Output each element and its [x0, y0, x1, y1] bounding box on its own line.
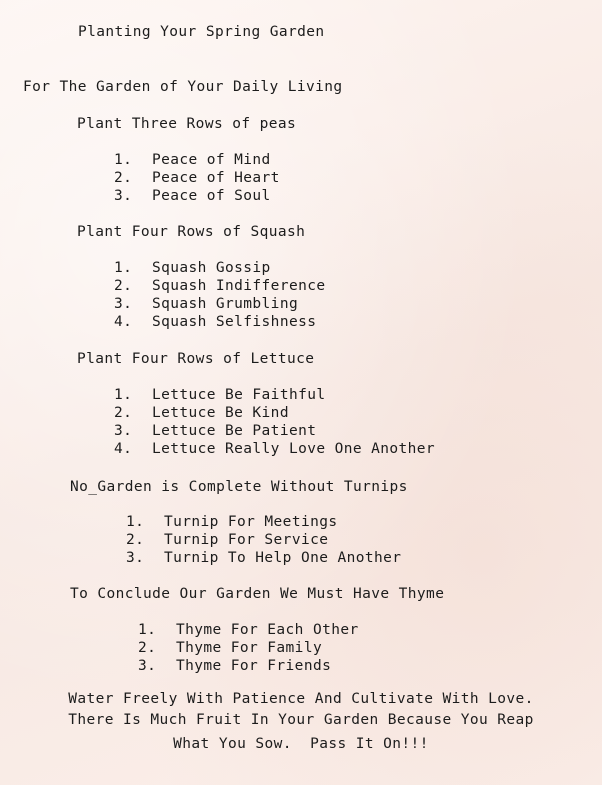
list-item — [114, 187, 271, 205]
list-item-number: 1. — [138, 622, 157, 638]
list-item-number: 1. — [114, 152, 133, 168]
list-item — [114, 313, 316, 331]
list-item-text: Thyme For Friends — [176, 658, 332, 674]
list-item-number: 2. — [126, 532, 145, 548]
list-item — [138, 657, 331, 675]
list-item-text: Peace of Mind — [152, 152, 271, 168]
list-item-number: 1. — [114, 387, 133, 403]
list-item-number: 1. — [126, 514, 145, 530]
list-item-number: 4. — [114, 441, 133, 457]
list-item — [114, 259, 271, 277]
list-item — [114, 386, 325, 404]
list-item-number: 3. — [114, 296, 133, 312]
list-item-text: Squash Grumbling — [152, 296, 299, 312]
list-item-text: Peace of Soul — [152, 188, 271, 204]
list-item-number: 3. — [114, 423, 133, 439]
list-item-number: 3. — [126, 550, 145, 566]
list-item — [126, 549, 401, 567]
list-item — [114, 277, 325, 295]
list-item — [126, 531, 328, 549]
list-item-number: 3. — [138, 658, 157, 674]
list-item-text: Thyme For Each Other — [176, 622, 359, 638]
list-item — [114, 422, 316, 440]
list-item — [138, 621, 359, 639]
list-item — [114, 151, 271, 169]
list-item — [114, 440, 435, 458]
section-heading-peas: Plant Three Rows of peas — [77, 116, 297, 132]
list-item — [114, 404, 289, 422]
list-item-number: 2. — [114, 278, 133, 294]
section-heading-turnips: No_Garden is Complete Without Turnips — [70, 479, 408, 495]
closing-line: Water Freely With Patience And Cultivate With Love. — [68, 691, 534, 707]
list-item-text: Lettuce Be Patient — [152, 423, 317, 439]
list-item-number: 2. — [114, 170, 133, 186]
list-item-text: Lettuce Really Love One Another — [152, 441, 436, 457]
list-item — [114, 169, 280, 187]
list-item-text: Squash Selfishness — [152, 314, 317, 330]
list-item-text: Thyme For Family — [176, 640, 323, 656]
list-item-text: Turnip For Meetings — [164, 514, 338, 530]
list-item-text: Turnip To Help One Another — [164, 550, 402, 566]
list-item-number: 1. — [114, 260, 133, 276]
list-item-text: Lettuce Be Faithful — [152, 387, 326, 403]
list-item-number: 4. — [114, 314, 133, 330]
list-item-text: Peace of Heart — [152, 170, 280, 186]
list-item — [114, 295, 298, 313]
list-item — [126, 513, 337, 531]
closing-line: There Is Much Fruit In Your Garden Because You Reap — [68, 712, 534, 728]
list-item — [138, 639, 322, 657]
section-heading-lettuce: Plant Four Rows of Lettuce — [77, 351, 315, 367]
section-heading-squash: Plant Four Rows of Squash — [77, 224, 306, 240]
list-item-number: 2. — [138, 640, 157, 656]
section-heading-thyme: To Conclude Our Garden We Must Have Thyme — [70, 586, 445, 602]
list-item-text: Turnip For Service — [164, 532, 329, 548]
list-item-text: Squash Gossip — [152, 260, 271, 276]
closing-line: What You Sow. Pass It On!!! — [173, 736, 429, 752]
list-item-text: Lettuce Be Kind — [152, 405, 289, 421]
page-title: Planting Your Spring Garden — [78, 24, 325, 40]
list-item-number: 2. — [114, 405, 133, 421]
page-subtitle: For The Garden of Your Daily Living — [23, 79, 343, 95]
list-item-number: 3. — [114, 188, 133, 204]
list-item-text: Squash Indifference — [152, 278, 326, 294]
